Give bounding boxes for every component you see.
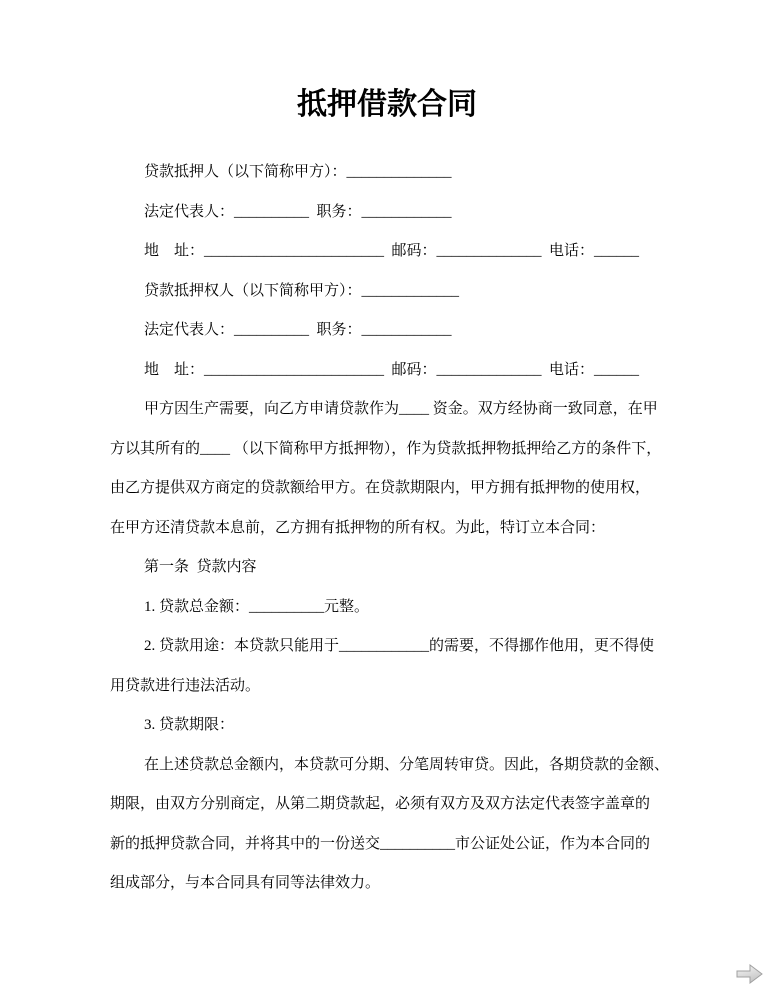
line-loan-term-heading: 3. 贷款期限： (144, 717, 235, 733)
loan-term-paragraph-line-4: 组成部分，与本合同具有同等法律效力。 (110, 875, 381, 891)
preamble-paragraph-line-1: 甲方因生产需要，向乙方申请贷款作为____ 资金。双方经协商一致同意，在甲 (144, 401, 658, 417)
loan-term-paragraph-line-1: 在上述贷款总金额内，本贷款可分期、分笔周转审贷。因此，各期贷款的金额、 (144, 756, 670, 773)
line-mortgagor-legal-rep: 法定代表人：__________ 职务：____________ (144, 203, 452, 220)
document-title: 抵押借款合同 (297, 87, 477, 122)
line-mortgagee-address: 地 址：________________________ 邮码：______________ 电话：______ (144, 361, 640, 378)
heading-article-1: 第一条 贷款内容 (144, 559, 257, 575)
line-mortgagor-address: 地 址：________________________ 邮码：______________ 电话：______ (144, 243, 640, 259)
line-loan-purpose-1: 2. 贷款用途：本贷款只能用于____________的需要，不得挪作他用，更不得使 (144, 638, 655, 654)
loan-term-paragraph-line-2: 期限，由双方分别商定，从第二期贷款起，必须有双方及双方法定代表签字盖章的 (110, 796, 651, 812)
preamble-paragraph-line-4: 在甲方还清贷款本息前，乙方拥有抵押物的所有权。为此，特订立本合同： (110, 519, 606, 536)
page-forward-arrow-icon (736, 962, 763, 986)
line-mortgagee-name: 贷款抵押权人（以下简称甲方）：_____________ (144, 282, 460, 299)
line-loan-amount: 1. 贷款总金额：__________元整。 (144, 598, 370, 615)
preamble-paragraph-line-3: 由乙方提供双方商定的贷款额给甲方。在贷款期限内，甲方拥有抵押物的使用权， (110, 480, 651, 496)
document-body (0, 153, 774, 904)
line-mortgagor-name: 贷款抵押人（以下简称甲方）：______________ (144, 164, 452, 180)
loan-term-paragraph-line-3: 新的抵押贷款合同，并将其中的一份送交__________市公证处公证，作为本合同的 (110, 835, 651, 852)
line-mortgagee-legal-rep: 法定代表人：__________ 职务：____________ (144, 322, 452, 338)
preamble-paragraph-line-2: 方以其所有的____ （以下简称甲方抵押物），作为贷款抵押物抵押给乙方的条件下， (110, 440, 662, 457)
line-loan-purpose-2: 用贷款进行违法活动。 (110, 677, 261, 694)
